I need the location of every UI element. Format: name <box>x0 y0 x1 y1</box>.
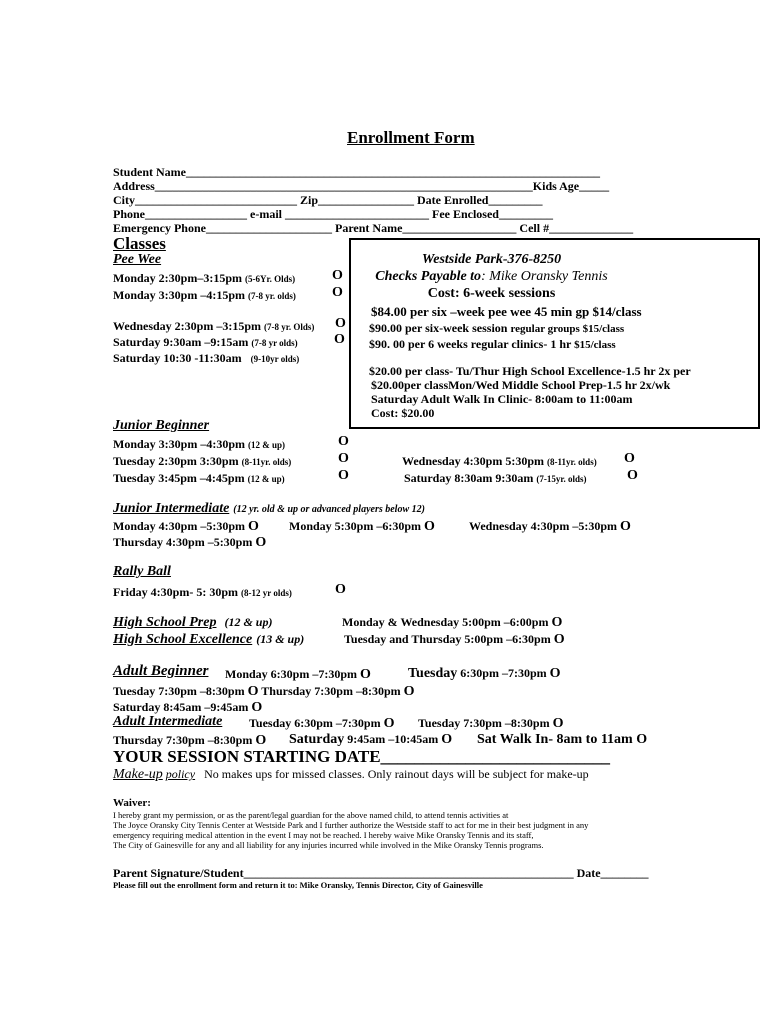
enroll-circle[interactable]: O <box>255 535 267 550</box>
price-line: $84.00 per six –week pee wee 45 min gp $14/class <box>371 304 642 319</box>
junior-intermediate-item: Monday 4:30pm –5:30pm O <box>113 519 259 534</box>
junior-intermediate-item: Thursday 4:30pm –5:30pm O <box>113 535 267 550</box>
cost-text: Cost: 6-week sessions <box>427 286 556 301</box>
enroll-circle[interactable]: O <box>335 582 346 597</box>
high-school-prep-time: Monday & Wednesday 5:00pm –6:00pm O <box>342 615 563 630</box>
adult-beginner-item: Tuesday 6:30pm –7:30pm O <box>408 666 561 681</box>
price-line: Cost: $20.00 <box>371 406 435 420</box>
enroll-circle[interactable]: O <box>441 732 453 747</box>
enroll-circle[interactable]: O <box>338 434 349 449</box>
location-text: Westside Park-376-8250 <box>421 252 562 267</box>
junior-beginner-item: Wednesday 4:30pm 5:30pm (8-11yr. olds) <box>402 454 597 468</box>
junior-beginner-item: Monday 3:30pm –4:30pm (12 & up) <box>113 437 286 451</box>
pee-wee-item: Monday 2:30pm–3:15pm (5-6Yr. Olds) <box>113 271 296 285</box>
enroll-circle[interactable]: O <box>338 451 349 466</box>
adult-intermediate-item: Thursday 7:30pm –8:30pm O <box>113 733 267 748</box>
junior-beginner-heading: Junior Beginner <box>113 418 210 433</box>
address-field[interactable]: Address_______________________________________________________________Kids Age_____ <box>113 179 610 193</box>
session-start-date-field[interactable]: YOUR SESSION STARTING DATE___________________________ <box>113 747 611 766</box>
enroll-circle[interactable]: O <box>403 684 415 699</box>
adult-intermediate-heading: Adult Intermediate <box>113 714 223 729</box>
signature-field[interactable]: Parent Signature/Student_______________________________________________________ Date________ <box>113 866 649 880</box>
enroll-circle[interactable]: O <box>383 716 395 731</box>
enroll-circle[interactable]: O <box>552 716 564 731</box>
enroll-circle[interactable]: O <box>338 468 349 483</box>
price-line: $90.00 per six-week session regular groups $15/class <box>369 321 625 335</box>
classes-heading: Classes <box>113 234 166 253</box>
adult-intermediate-item: Saturday 9:45am –10:45am O <box>289 732 453 747</box>
high-school-excellence-time: Tuesday and Thursday 5:00pm –6:30pm O <box>344 632 565 647</box>
adult-beginner-item: Saturday 8:45am –9:45am O <box>113 700 263 715</box>
price-line: $20.00per classMon/Wed Middle School Prep-1.5 hr 2x/wk <box>371 378 671 392</box>
pricing-info-box <box>349 238 760 429</box>
enroll-circle[interactable]: O <box>360 667 371 682</box>
waiver-text: emergency requiring medical attention in the event I may not be reached. I hereby waive Mike Oransky Tennis and its staff, <box>113 830 534 840</box>
waiver-text: The City of Gainesville for any and all liability for any injuries incurred while involved in the Mike Oransky Tennis programs. <box>113 840 544 850</box>
adult-beginner-heading: Adult Beginner <box>113 663 209 679</box>
enroll-circle[interactable]: O <box>248 519 259 534</box>
enroll-circle[interactable]: O <box>335 316 346 331</box>
junior-beginner-item: Saturday 8:30am 9:30am (7-15yr. olds) <box>404 471 587 485</box>
enroll-circle[interactable]: O <box>332 285 343 300</box>
junior-beginner-item: Tuesday 2:30pm 3:30pm (8-11yr. olds) <box>113 454 292 468</box>
enroll-circle[interactable]: O <box>247 684 259 699</box>
price-line: $20.00 per class- Tu/Thur High School Excellence-1.5 hr 2x per <box>369 364 691 378</box>
enroll-circle[interactable]: O <box>636 732 648 747</box>
enroll-circle[interactable]: O <box>424 519 435 534</box>
enroll-circle[interactable]: O <box>549 666 561 681</box>
enroll-circle[interactable]: O <box>255 733 267 748</box>
adult-intermediate-item: Tuesday 7:30pm –8:30pm O <box>418 716 564 731</box>
pee-wee-item: Wednesday 2:30pm –3:15pm (7-8 yr. Olds) <box>113 319 315 333</box>
high-school-excellence-heading: High School Excellence (13 & up) <box>113 632 305 647</box>
walk-in-item: Sat Walk In- 8am to 11am O <box>477 732 648 747</box>
pee-wee-heading: Pee Wee <box>113 252 162 267</box>
emergency-phone-field[interactable]: Emergency Phone_____________________ Parent Name___________________ Cell #______________ <box>113 221 634 235</box>
enroll-circle[interactable]: O <box>332 268 343 283</box>
waiver-text: I hereby grant my permission, or as the parent/legal guardian for the above named child, to attend tennis activities at <box>113 810 509 820</box>
pee-wee-item: Saturday 9:30am –9:15am (7-8 yr olds) <box>113 335 298 349</box>
waiver-text: The Joyce Oransky City Tennis Center at Westside Park and I further authorize the Westside staff to act for me in their best judgment in any <box>113 820 589 830</box>
enroll-circle[interactable]: O <box>251 700 263 715</box>
page-title: Enrollment Form <box>347 128 475 147</box>
junior-intermediate-item: Monday 5:30pm –6:30pm O <box>289 519 435 534</box>
junior-beginner-item: Tuesday 3:45pm –4:45pm (12 & up) <box>113 471 285 485</box>
enroll-circle[interactable]: O <box>334 332 345 347</box>
city-field[interactable]: City___________________________ Zip________________ Date Enrolled_________ <box>113 193 543 207</box>
high-school-prep-heading: High School Prep (12 & up) <box>113 615 273 630</box>
footer-instructions: Please fill out the enrollment form and return it to: Mike Oransky, Tennis Director, City of Gainesville <box>113 880 483 890</box>
enroll-circle[interactable]: O <box>551 615 563 630</box>
checks-payable-text: Checks Payable to: Mike Oransky Tennis <box>375 269 608 284</box>
price-line: Saturday Adult Walk In Clinic- 8:00am to 11:00am <box>371 392 633 406</box>
price-line: $90. 00 per 6 weeks regular clinics- 1 hr $15/class <box>369 337 616 351</box>
junior-intermediate-item: Wednesday 4:30pm –5:30pm O <box>469 519 631 534</box>
pee-wee-item: Saturday 10:30 -11:30am (9-10yr olds) <box>113 351 300 365</box>
rally-ball-item: Friday 4:30pm- 5: 30pm (8-12 yr olds) <box>113 585 292 599</box>
student-name-field[interactable]: Student Name_____________________________________________________________________ <box>113 165 601 179</box>
adult-beginner-item: Tuesday 7:30pm –8:30pm O Thursday 7:30pm –8:30pm O <box>113 684 415 699</box>
phone-field[interactable]: Phone_________________ e-mail ________________________ Fee Enclosed_________ <box>113 207 553 221</box>
enroll-circle[interactable]: O <box>620 519 631 534</box>
pee-wee-item: Monday 3:30pm –4:15pm (7-8 yr. olds) <box>113 288 296 302</box>
waiver-heading: Waiver: <box>113 797 151 809</box>
adult-beginner-item: Monday 6:30pm –7:30pm O <box>225 667 371 682</box>
junior-intermediate-heading: Junior Intermediate (12 yr. old & up or advanced players below 12) <box>113 501 425 516</box>
enroll-circle[interactable]: O <box>627 468 638 483</box>
makeup-policy: Make-up policy No makes ups for missed classes. Only rainout days will be subject for make-up <box>113 767 589 782</box>
adult-intermediate-item: Tuesday 6:30pm –7:30pm O <box>249 716 395 731</box>
rally-ball-heading: Rally Ball <box>113 564 171 579</box>
enroll-circle[interactable]: O <box>624 451 635 466</box>
enroll-circle[interactable]: O <box>553 632 565 647</box>
